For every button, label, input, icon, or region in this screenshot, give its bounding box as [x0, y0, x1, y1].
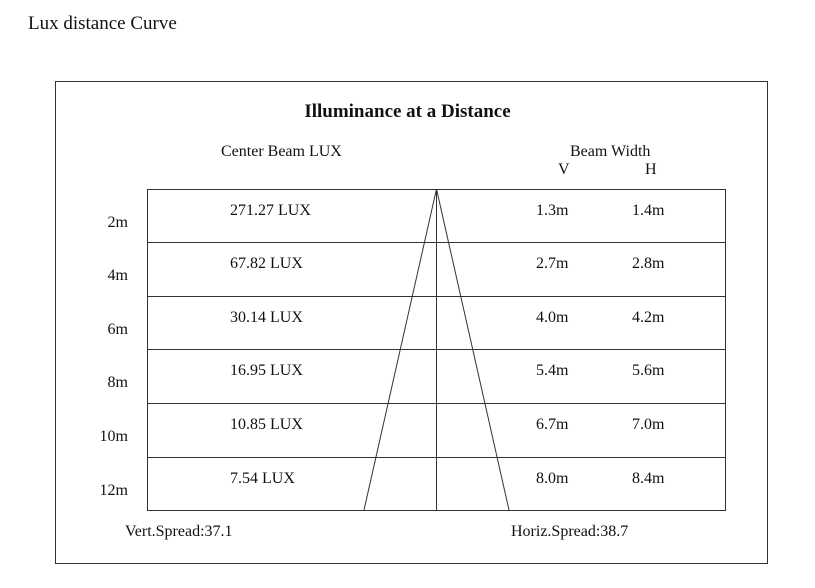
vert-spread-label: Vert.Spread:37.1	[125, 523, 233, 540]
row-h-width: 1.4m	[632, 202, 665, 219]
row-lux-value: 10.85 LUX	[230, 416, 303, 433]
row-h-width: 4.2m	[632, 309, 665, 326]
row-distance-label: 2m	[107, 214, 128, 231]
row-h-width: 7.0m	[632, 416, 665, 433]
row-distance-label: 10m	[99, 428, 128, 445]
row-h-width: 2.8m	[632, 255, 665, 272]
row-h-width: 8.4m	[632, 470, 665, 487]
beam-width-v-header: V	[558, 161, 570, 178]
row-distance-label: 12m	[99, 482, 128, 499]
row-lux-value: 16.95 LUX	[230, 362, 303, 379]
center-beam-header: Center Beam LUX	[221, 143, 342, 160]
beam-width-h-header: H	[645, 161, 657, 178]
row-lux-value: 271.27 LUX	[230, 202, 311, 219]
row-lux-value: 7.54 LUX	[230, 470, 295, 487]
row-v-width: 6.7m	[536, 416, 569, 433]
beam-width-header: Beam Width	[570, 143, 651, 160]
row-distance-label: 8m	[107, 374, 128, 391]
row-v-width: 5.4m	[536, 362, 569, 379]
diagram-title: Illuminance at a Distance	[304, 101, 511, 122]
row-lux-value: 67.82 LUX	[230, 255, 303, 272]
row-v-width: 2.7m	[536, 255, 569, 272]
row-h-width: 5.6m	[632, 362, 665, 379]
horiz-spread-label: Horiz.Spread:38.7	[511, 523, 629, 540]
row-lux-value: 30.14 LUX	[230, 309, 303, 326]
row-distance-label: 4m	[107, 267, 128, 284]
row-v-width: 4.0m	[536, 309, 569, 326]
row-distance-label: 6m	[107, 321, 128, 338]
row-v-width: 1.3m	[536, 202, 569, 219]
row-v-width: 8.0m	[536, 470, 569, 487]
page-title: Lux distance Curve	[28, 13, 177, 34]
